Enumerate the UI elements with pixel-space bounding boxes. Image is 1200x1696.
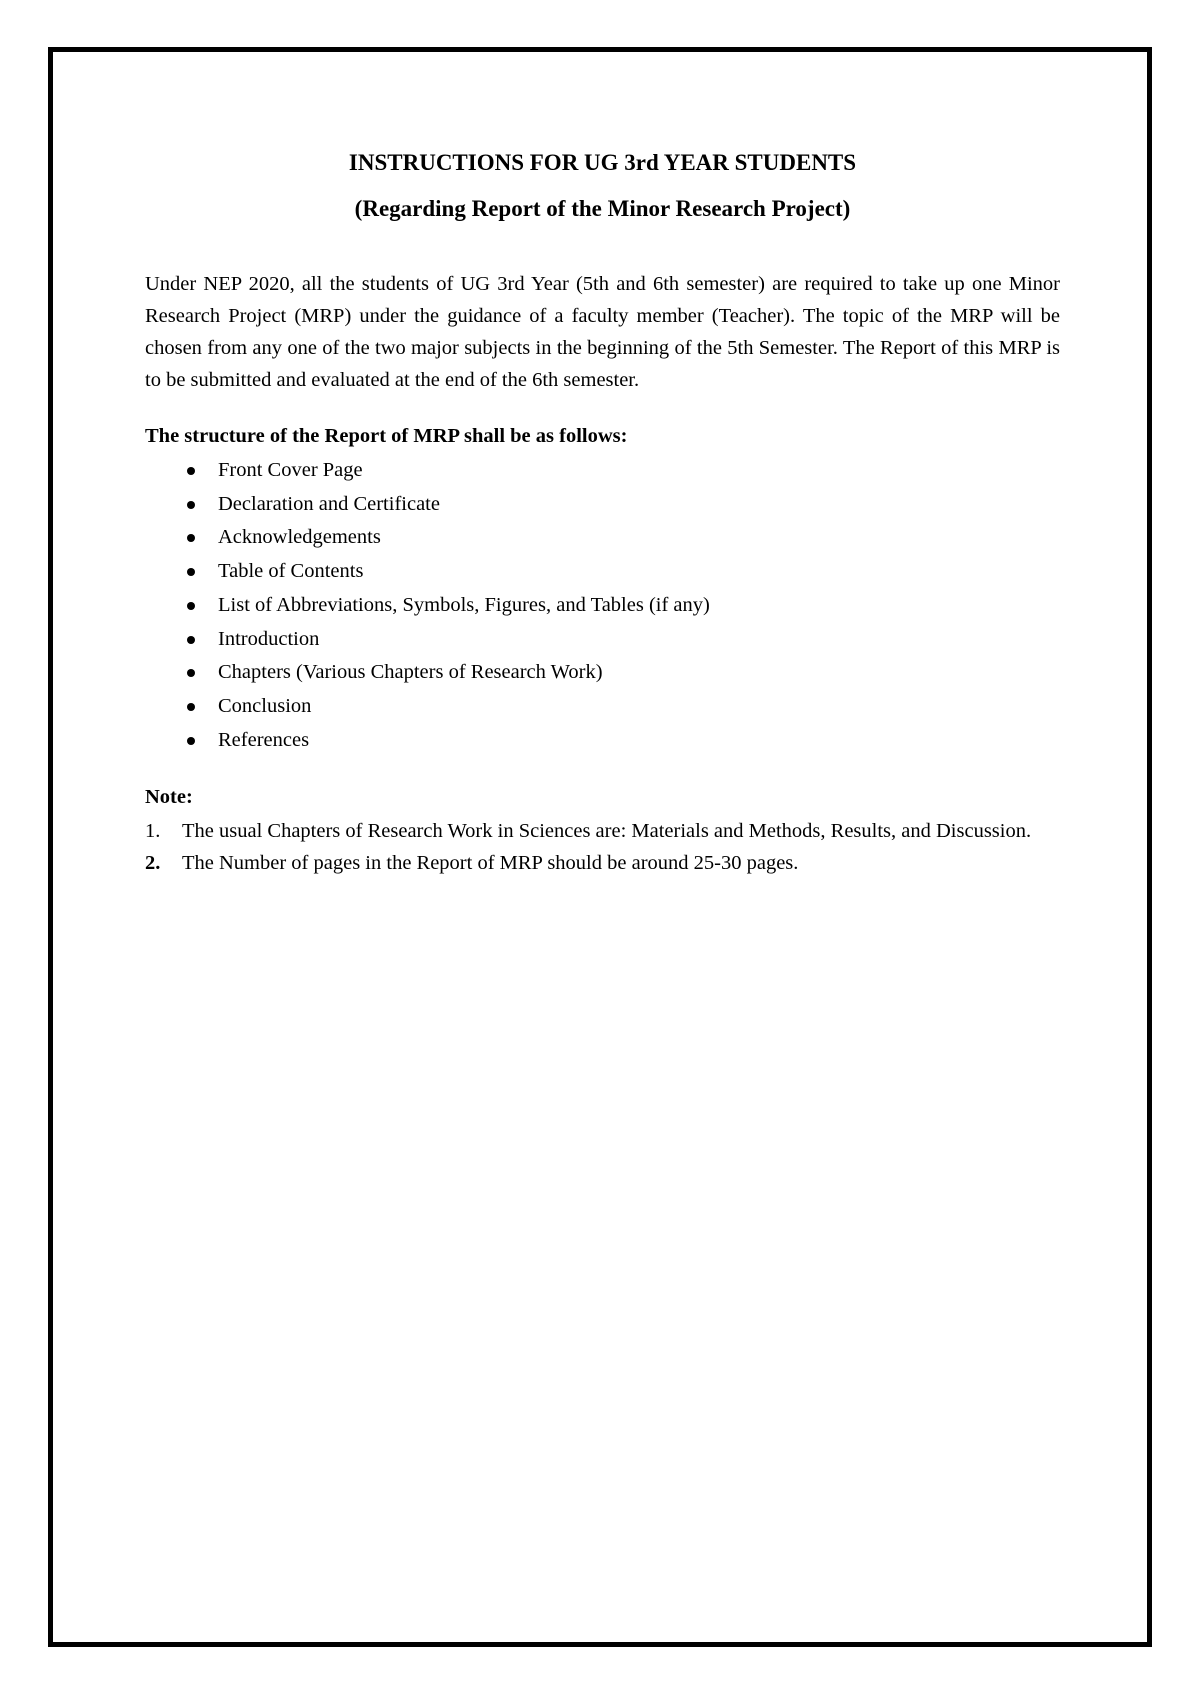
bullet-icon (187, 467, 195, 475)
bullet-icon (187, 703, 195, 711)
document-content (145, 148, 1060, 879)
note-item (145, 815, 1060, 847)
list-item-label: List of Abbreviations, Symbols, Figures, and Tables (if any) (218, 593, 710, 616)
structure-list (145, 454, 1060, 757)
intro-paragraph: Under NEP 2020, all the students of UG 3rd Year (5th and 6th semester) are required to take up one Minor Research Project (MRP) under the guidance of a faculty member (Teacher). The topic of the MRP will be chosen from any one of the two major subjects in the beginning of the 5th Semester. The Report of this MRP is to be submitted and evaluated at the end of the 6th semester. (145, 273, 1060, 391)
note-number: 2. (145, 852, 161, 875)
note-text: The Number of pages in the Report of MRP should be around 25-30 pages. (182, 852, 799, 875)
list-item-label: Conclusion (218, 694, 312, 717)
list-item (145, 555, 1060, 589)
list-item-label: Acknowledgements (218, 526, 381, 549)
bullet-icon (187, 737, 195, 745)
list-item (145, 589, 1060, 623)
note-number: 1. (145, 820, 161, 843)
list-item-label: Chapters (Various Chapters of Research Work) (218, 661, 603, 684)
list-item (145, 623, 1060, 657)
list-item-label: References (218, 728, 310, 751)
list-item (145, 690, 1060, 724)
note-heading: Note: (145, 786, 193, 809)
note-text: The usual Chapters of Research Work in Sciences are: Materials and Methods, Results, and Discussion. (182, 820, 1032, 843)
bullet-icon (187, 501, 195, 509)
list-item-label: Declaration and Certificate (218, 492, 440, 515)
list-item (145, 656, 1060, 690)
structure-heading: The structure of the Report of MRP shall be as follows: (145, 425, 628, 447)
document-subtitle: (Regarding Report of the Minor Research Project) (354, 196, 851, 221)
list-item (145, 454, 1060, 488)
document-title: INSTRUCTIONS FOR UG 3rd YEAR STUDENTS (348, 150, 857, 175)
list-item (145, 521, 1060, 555)
list-item (145, 488, 1060, 522)
list-item-label: Introduction (218, 627, 320, 650)
bullet-icon (187, 636, 195, 644)
note-item (145, 847, 1060, 879)
bullet-icon (187, 602, 195, 610)
list-item-label: Table of Contents (218, 560, 364, 583)
bullet-icon (187, 568, 195, 576)
bullet-icon (187, 669, 195, 677)
list-item-label: Front Cover Page (218, 459, 363, 481)
note-list (145, 815, 1060, 879)
list-item (145, 724, 1060, 758)
bullet-icon (187, 534, 195, 542)
